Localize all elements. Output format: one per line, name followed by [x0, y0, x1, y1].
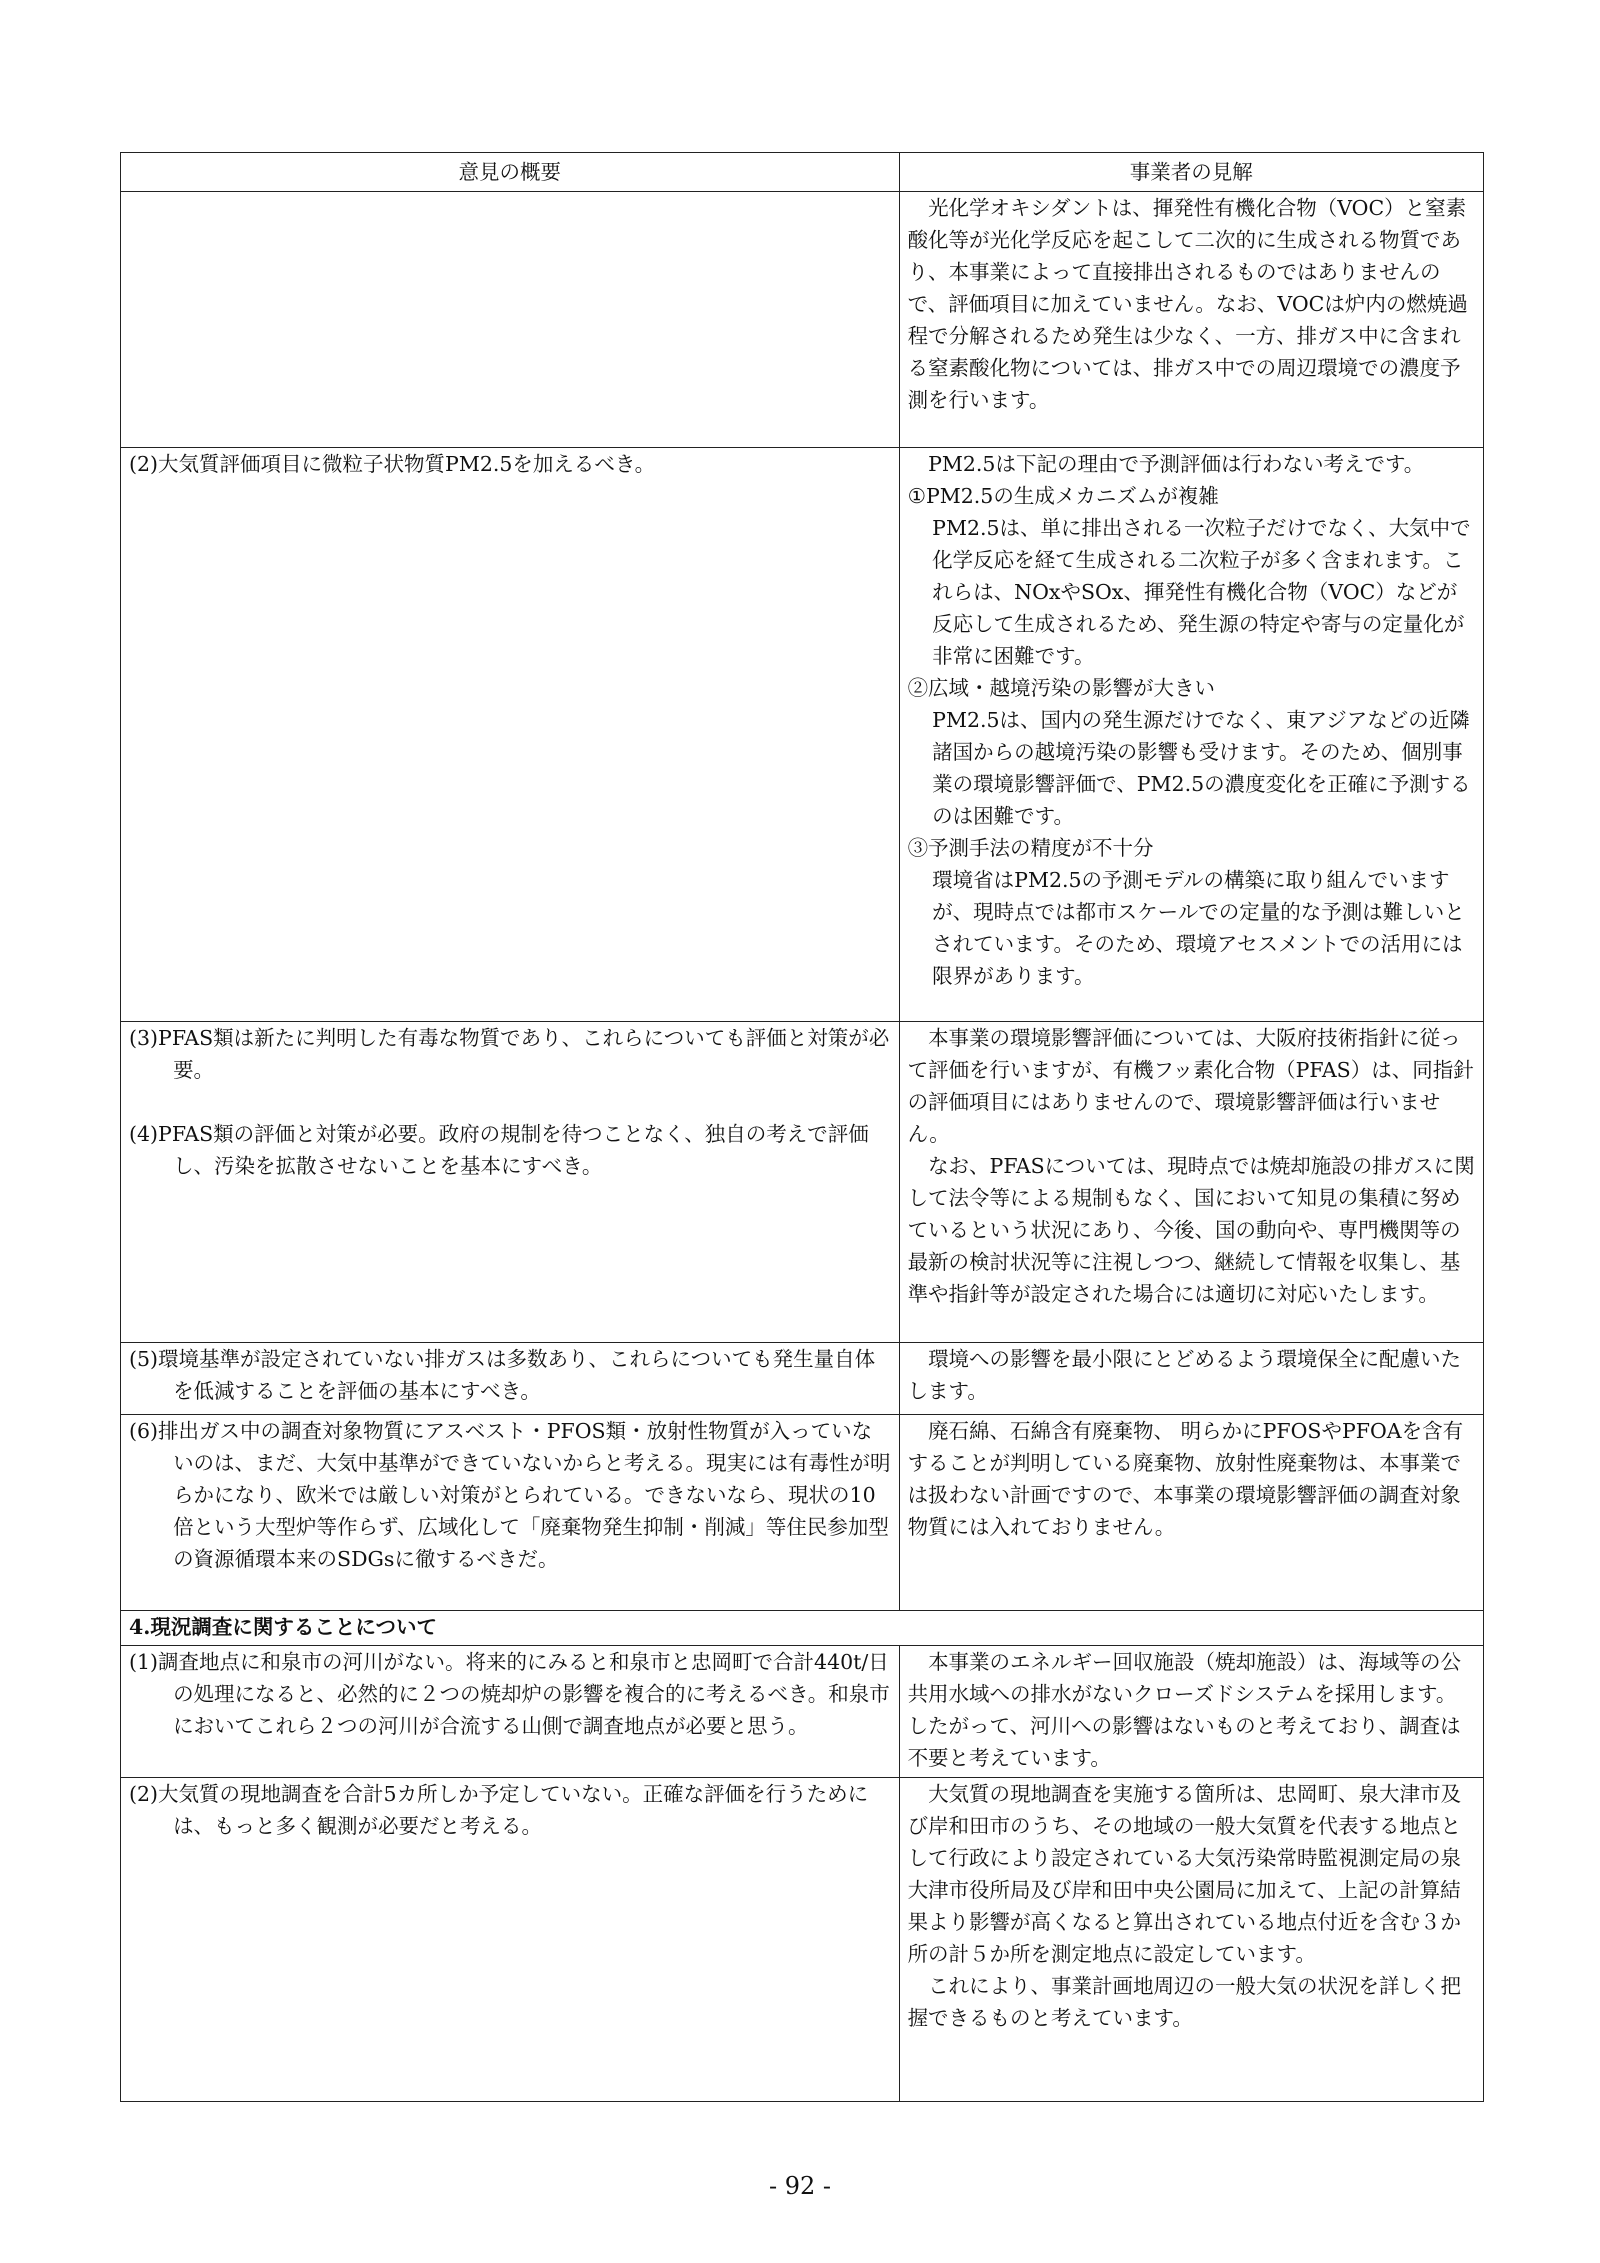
section-heading: 4.現況調査に関することについて	[121, 1611, 1484, 1646]
opinion-item: (1)調査地点に和泉市の河川がない。将来的にみると和泉市と忠岡町で合計440t/日の処理になると、必然的に２つの焼却炉の影響を複合的に考えるべき。和泉市においてこれら２つの河川が合流する山側で調査地点が必要と思う。	[129, 1650, 890, 1738]
response-cell	[899, 1778, 1483, 2102]
opinion-cell	[121, 1778, 900, 2102]
table-header-row	[121, 153, 1484, 192]
table-row	[121, 1022, 1484, 1343]
reason-body: 環境省はPM2.5の予測モデルの構築に取り組んでいますが、現時点では都市スケールでの定量的な予測は難しいとされています。そのため、環境アセスメントでの活用には限界があります。	[932, 868, 1465, 988]
response-cell	[899, 1646, 1483, 1778]
header-opinion-summary: 意見の概要	[121, 153, 900, 192]
reason-body: PM2.5は、国内の発生源だけでなく、東アジアなどの近隣諸国からの越境汚染の影響も受けます。そのため、個別事業の環境影響評価で、PM2.5の濃度変化を正確に予測するのは困難です。	[932, 708, 1471, 828]
header-operator-view: 事業者の見解	[899, 153, 1483, 192]
response-paragraph: 光化学オキシダントは、揮発性有機化合物（VOC）と窒素酸化等が光化学反応を起こして二次的に生成される物質であり、本事業によって直接排出されるものではありませんので、評価項目に加えていません。なお、VOCは炉内の燃焼過程で分解されるため発生は少なく、一方、排ガス中に含まれる窒素酸化物については、排ガス中での周辺環境での濃度予測を行います。	[907, 196, 1468, 412]
section-row	[121, 1611, 1484, 1646]
response-cell	[899, 1343, 1483, 1415]
opinion-cell	[121, 192, 900, 448]
table-row	[121, 1343, 1484, 1415]
opinion-table	[120, 152, 1484, 2102]
opinion-item: (2)大気質評価項目に微粒子状物質PM2.5を加えるべき。	[129, 452, 656, 476]
table-row	[121, 1778, 1484, 2102]
table-row	[121, 1415, 1484, 1611]
response-cell	[899, 1022, 1483, 1343]
table-row	[121, 192, 1484, 448]
opinion-cell	[121, 1022, 900, 1343]
page-number: - 92 -	[768, 2172, 831, 2200]
reason-heading: ②広域・越境汚染の影響が大きい	[907, 676, 1216, 700]
response-cell	[899, 448, 1483, 1022]
reason-heading: ①PM2.5の生成メカニズムが複雑	[907, 484, 1219, 508]
opinion-cell	[121, 1415, 900, 1611]
reason-heading: ③予測手法の精度が不十分	[907, 836, 1154, 860]
response-paragraph: 環境への影響を最小限にとどめるよう環境保全に配慮いたします。	[907, 1347, 1462, 1403]
table-row	[121, 1646, 1484, 1778]
table-row	[121, 448, 1484, 1022]
response-cell	[899, 192, 1483, 448]
opinion-item: (5)環境基準が設定されていない排ガスは多数あり、これらについても発生量自体を低減することを評価の基本にすべき。	[129, 1347, 876, 1403]
response-paragraph: 本事業のエネルギー回収施設（焼却施設）は、海域等の公共用水域への排水がないクローズドシステムを採用します。したがって、河川への影響はないものと考えており、調査は不要と考えています。	[907, 1650, 1462, 1770]
response-paragraph: 本事業の環境影響評価については、大阪府技術指針に従って評価を行いますが、有機フッ素化合物（PFAS）は、同指針の評価項目にはありませんので、環境影響評価は行いません。	[907, 1026, 1474, 1146]
response-paragraph: 大気質の現地調査を実施する箇所は、忠岡町、泉大津市及び岸和田市のうち、その地域の一般大気質を代表する地点として行政により設定されている大気汚染常時監視測定局の泉大津市役所局及び岸和田中央公園局に加えて、上記の計算結果より影響が高くなると算出されている地点付近を含む３か所の計５か所を測定地点に設定しています。	[907, 1782, 1462, 1966]
response-paragraph: なお、PFASについては、現時点では焼却施設の排ガスに関して法令等による規制もなく、国において知見の集積に努めているという状況にあり、今後、国の動向や、専門機関等の最新の検討状況等に注視しつつ、継続して情報を収集し、基準や指針等が設定された場合には適切に対応いたします。	[907, 1154, 1475, 1306]
opinion-item: (3)PFAS類は新たに判明した有毒な物質であり、これらについても評価と対策が必要。	[129, 1026, 890, 1082]
response-intro: PM2.5は下記の理由で予測評価は行わない考えです。	[928, 452, 1425, 476]
response-paragraph: これにより、事業計画地周辺の一般大気の状況を詳しく把握できるものと考えています。	[907, 1974, 1462, 2030]
response-cell	[899, 1415, 1483, 1611]
response-paragraph: 廃石綿、石綿含有廃棄物、 明らかにPFOSやPFOAを含有することが判明している廃棄物、放射性廃棄物は、本事業では扱わない計画ですので、本事業の環境影響評価の調査対象物質には入れておりません。	[907, 1419, 1464, 1539]
reason-body: PM2.5は、単に排出される一次粒子だけでなく、大気中で化学反応を経て生成される二次粒子が多く含まれます。これらは、NOxやSOx、揮発性有機化合物（VOC）などが反応して生成されるため、発生源の特定や寄与の定量化が非常に困難です。	[932, 516, 1471, 668]
opinion-cell	[121, 448, 900, 1022]
opinion-item: (2)大気質の現地調査を合計5カ所しか予定していない。正確な評価を行うためには、もっと多く観測が必要だと考える。	[129, 1782, 869, 1838]
opinion-item: (6)排出ガス中の調査対象物質にアスベスト・PFOS類・放射性物質が入っていないのは、まだ、大気中基準ができていないからと考える。現実には有毒性が明らかになり、欧米では厳しい対策がとられている。できないなら、現状の10倍という大型炉等作らず、広域化して「廃棄物発生抑制・削減」等住民参加型の資源循環本来のSDGsに徹するべきだ。	[129, 1419, 891, 1571]
opinion-item: (4)PFAS類の評価と対策が必要。政府の規制を待つことなく、独自の考えで評価し、汚染を拡散させないことを基本にすべき。	[129, 1122, 869, 1178]
opinion-cell	[121, 1343, 900, 1415]
opinion-cell	[121, 1646, 900, 1778]
